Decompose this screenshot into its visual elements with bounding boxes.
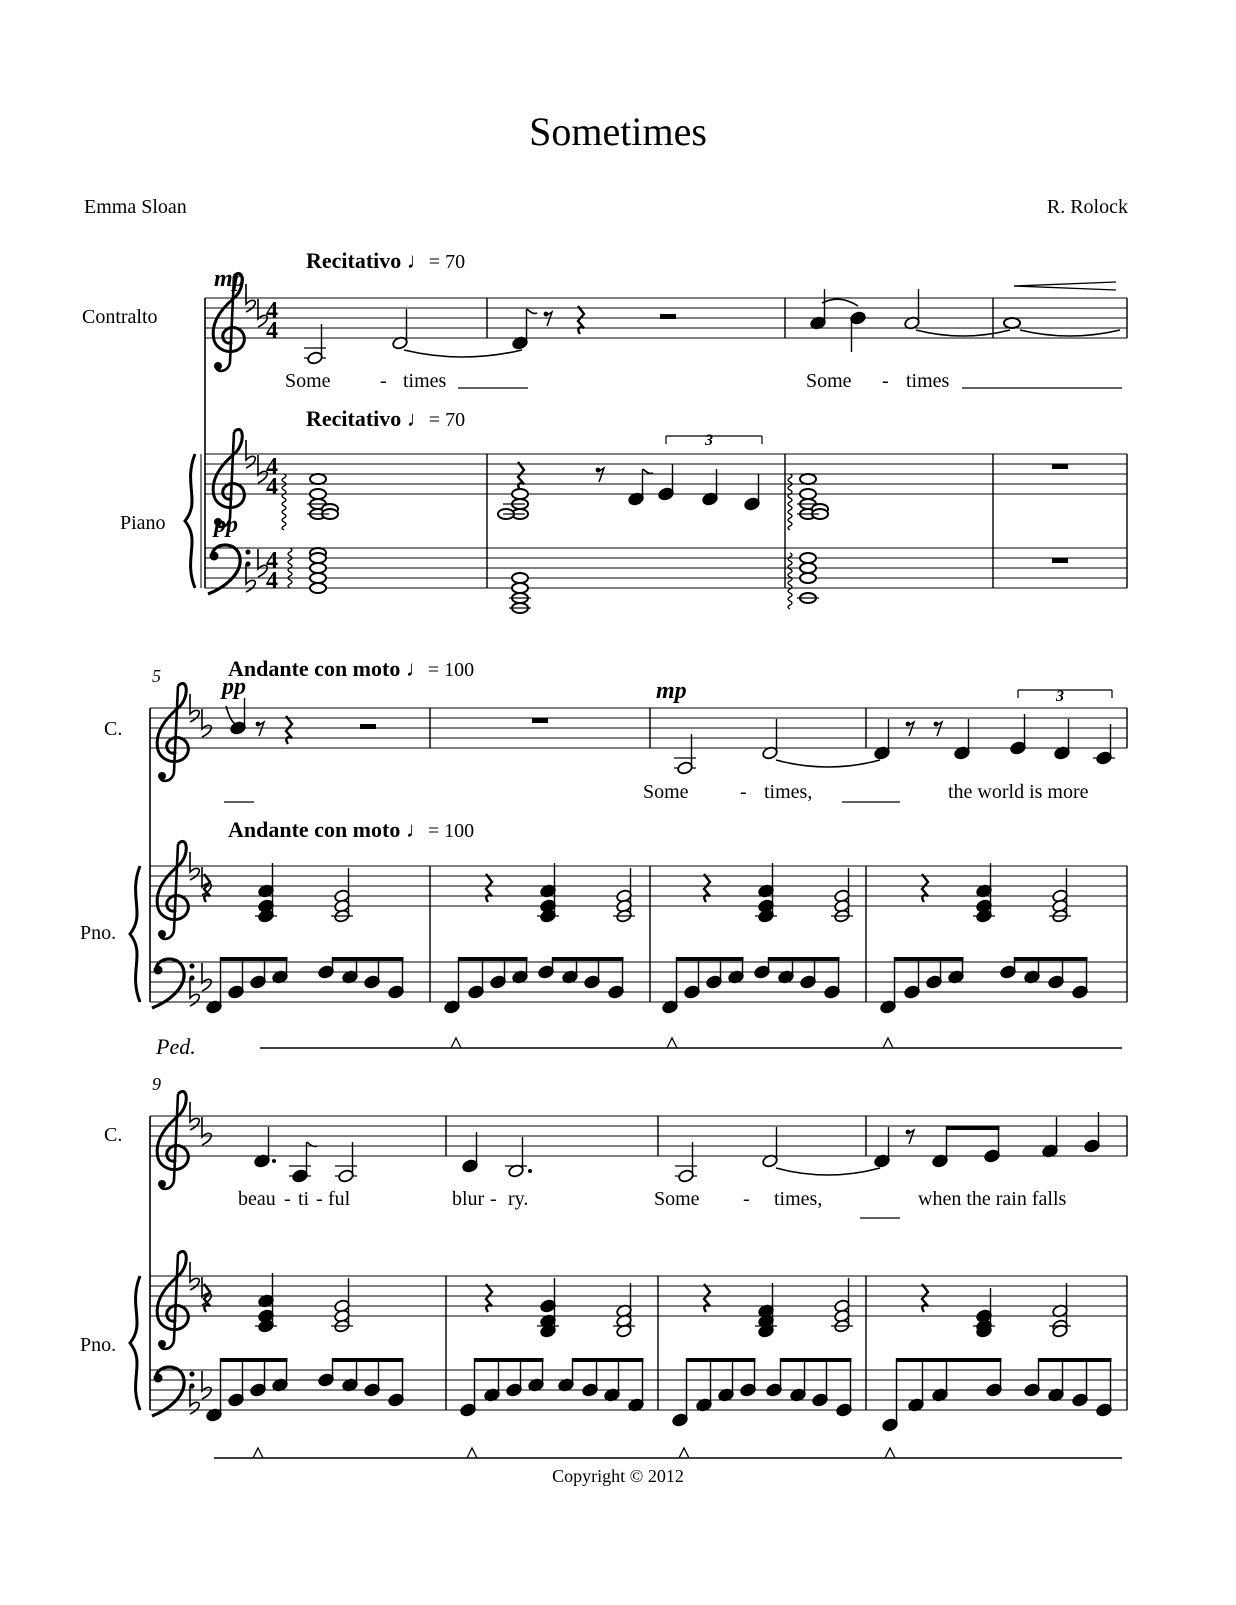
time-signature-numerator: 4 — [266, 298, 278, 324]
flat-icon — [202, 709, 211, 737]
note-flag — [527, 309, 537, 314]
lyricist: Emma Sloan — [84, 196, 187, 218]
arpeggio-mark — [788, 474, 792, 530]
lyric-syllable: times — [403, 370, 447, 392]
lyric-syllable: Some — [643, 781, 689, 803]
lyric-syllable: when the rain falls — [918, 1188, 1067, 1210]
beam — [768, 957, 840, 961]
dynamic-pp: pp — [214, 512, 238, 538]
whole-rest — [532, 718, 548, 723]
tempo-bpm: = 100 — [427, 659, 475, 681]
pedal-release — [679, 1448, 689, 1458]
piano-label-short-sys2: Pno. — [80, 922, 117, 944]
beam — [894, 957, 964, 961]
eighth-rest — [596, 468, 604, 482]
time-signature-denominator: 4 — [266, 318, 278, 344]
note-flag — [643, 469, 653, 474]
beam — [1038, 1358, 1112, 1362]
lyric-syllable: ful — [328, 1188, 351, 1210]
lyric-syllable: blur — [452, 1188, 485, 1210]
quarter-rest — [286, 716, 292, 744]
composer: R. Rolock — [1046, 196, 1128, 218]
beam — [1014, 957, 1088, 961]
half-rest — [660, 314, 676, 319]
time-signature-denominator: 4 — [266, 474, 278, 500]
lyric-syllable: times — [906, 370, 950, 392]
lyric-hyphen: - — [284, 1188, 291, 1210]
lyric-syllable: the world is more — [948, 781, 1089, 803]
tempo-bpm: = 70 — [428, 251, 466, 273]
whole-note — [1004, 318, 1020, 328]
piano-brace — [130, 1276, 140, 1410]
lyric-syllable: times, — [774, 1188, 823, 1210]
quarter-rest — [704, 874, 710, 902]
bass-clef-icon — [152, 1367, 195, 1416]
tie — [226, 706, 240, 724]
chord-whole-note — [310, 474, 326, 484]
pedal-release — [253, 1448, 263, 1458]
tempo-label: Andante con moto — [228, 817, 401, 842]
tempo-bpm: = 70 — [428, 409, 466, 431]
dynamic-pp: pp — [222, 674, 246, 700]
lyric-syllable: ry. — [508, 1188, 529, 1210]
beam — [458, 957, 528, 961]
lyric-syllable: Some — [806, 370, 852, 392]
quarter-rest — [204, 1284, 210, 1312]
beam — [572, 1358, 644, 1362]
eighth-rest — [256, 722, 264, 736]
beam — [332, 1358, 404, 1362]
chord-whole-note — [512, 489, 528, 499]
chord-whole-note — [310, 489, 326, 499]
treble-clef-icon — [157, 683, 188, 780]
tie — [776, 760, 880, 767]
pedal-release — [451, 1038, 461, 1048]
beam — [686, 1358, 756, 1362]
bass-clef-icon — [152, 959, 195, 1008]
quarter-note-icon: ♩ — [405, 817, 428, 842]
tempo-andante-voice — [228, 656, 474, 682]
chord-whole-note — [310, 583, 326, 593]
page-title: Sometimes — [529, 109, 707, 154]
lyric-hyphen: - — [380, 370, 387, 392]
dot — [528, 1169, 532, 1173]
chord-whole-note — [800, 563, 816, 573]
beam — [474, 1358, 544, 1362]
tempo-label: Recitativo — [306, 248, 402, 273]
quarter-rest — [486, 874, 492, 902]
beam — [220, 1358, 288, 1362]
chord-whole-note — [512, 583, 528, 593]
whole-rest — [1052, 464, 1068, 469]
eighth-rest — [906, 722, 914, 736]
piano-brace — [185, 454, 195, 588]
flat-icon — [202, 1371, 211, 1399]
beam — [220, 957, 288, 961]
flat-icon — [202, 1117, 211, 1145]
lyric-hyphen: - — [743, 1188, 750, 1210]
beam — [332, 957, 404, 961]
quarter-rest — [922, 874, 928, 902]
chord-whole-note — [310, 553, 326, 563]
dynamic-mp: mp — [214, 266, 245, 292]
lyric-hyphen: - — [316, 1188, 323, 1210]
arpeggio-mark — [282, 474, 286, 530]
quarter-rest — [518, 462, 524, 490]
treble-clef-icon — [157, 1091, 188, 1188]
eighth-rest — [544, 312, 552, 326]
slur — [822, 299, 858, 306]
lyric-syllable: ti — [298, 1188, 310, 1210]
decrescendo-hairpin — [1014, 282, 1116, 286]
pedal-marking: Ped. — [156, 1034, 196, 1059]
decrescendo-hairpin — [1014, 286, 1116, 290]
chord-whole-note — [800, 573, 816, 583]
arpeggio-mark — [788, 553, 792, 609]
tempo-recit-piano — [306, 406, 465, 432]
piano-brace — [130, 866, 140, 1002]
beam — [676, 957, 744, 961]
tempo-label: Recitativo — [306, 406, 402, 431]
treble-clef-icon — [157, 841, 188, 938]
chord-whole-note — [310, 563, 326, 573]
chord-whole-note — [800, 474, 816, 484]
lyric-syllable: beau — [238, 1188, 276, 1210]
measure-number: 9 — [152, 1074, 161, 1094]
time-signature-denominator: 4 — [266, 568, 278, 594]
lyric-hyphen: - — [740, 781, 747, 803]
tie — [1020, 330, 1120, 336]
lyric-syllable: times, — [764, 781, 813, 803]
quarter-note-icon: ♩ — [405, 656, 428, 681]
eighth-rest — [906, 1130, 914, 1144]
quarter-rest — [704, 1284, 710, 1312]
measure-number: 5 — [152, 666, 161, 686]
dot — [272, 1159, 276, 1163]
tie — [776, 1168, 880, 1175]
time-signature-numerator: 4 — [266, 454, 278, 480]
quarter-rest — [486, 1284, 492, 1312]
voice-label-short-sys2: C. — [104, 718, 123, 740]
tempo-bpm: = 100 — [427, 820, 475, 842]
tempo-label: Andante con moto — [228, 656, 401, 681]
lyric-hyphen: - — [490, 1188, 497, 1210]
quarter-rest — [204, 874, 210, 902]
quarter-rest — [578, 306, 584, 334]
tempo-andante-piano — [228, 817, 474, 843]
chord-whole-note — [310, 573, 326, 583]
treble-clef-icon — [157, 1251, 188, 1348]
tie — [916, 330, 1010, 336]
dynamic-mp: mp — [656, 678, 687, 704]
pedal-release — [883, 1038, 893, 1048]
voice-label-short-sys3: C. — [104, 1124, 123, 1146]
tie — [404, 350, 522, 357]
flat-icon — [202, 963, 211, 991]
voice-label-full: Contralto — [82, 306, 158, 328]
tuplet-number: 3 — [705, 432, 713, 449]
eighth-rest — [934, 722, 942, 736]
quarter-rest — [922, 1284, 928, 1312]
chord-whole-note — [800, 553, 816, 563]
beam — [946, 1126, 1000, 1130]
bass-clef-icon — [208, 545, 251, 594]
pedal-release — [667, 1038, 677, 1048]
copyright: Copyright © 2012 — [552, 1466, 684, 1486]
tuplet-number: 3 — [1056, 688, 1064, 705]
lyric-hyphen: - — [882, 370, 889, 392]
lyric-syllable: Some — [285, 370, 331, 392]
pedal-release — [885, 1448, 895, 1458]
piano-label-full: Piano — [120, 512, 166, 534]
piano-label-short-sys3: Pno. — [80, 1334, 117, 1356]
chord-whole-note — [512, 573, 528, 583]
beam — [896, 1358, 1002, 1362]
time-signature-numerator: 4 — [266, 548, 278, 574]
beam — [780, 1358, 852, 1362]
quarter-note-icon: ♩ — [406, 248, 429, 273]
lyric-syllable: Some — [654, 1188, 700, 1210]
quarter-note-icon: ♩ — [406, 406, 429, 431]
beam — [552, 957, 624, 961]
tempo-recit-voice — [306, 248, 465, 274]
half-rest — [360, 724, 376, 729]
chord-whole-note — [800, 489, 816, 499]
pedal-release — [467, 1448, 477, 1458]
whole-rest — [1052, 558, 1068, 563]
